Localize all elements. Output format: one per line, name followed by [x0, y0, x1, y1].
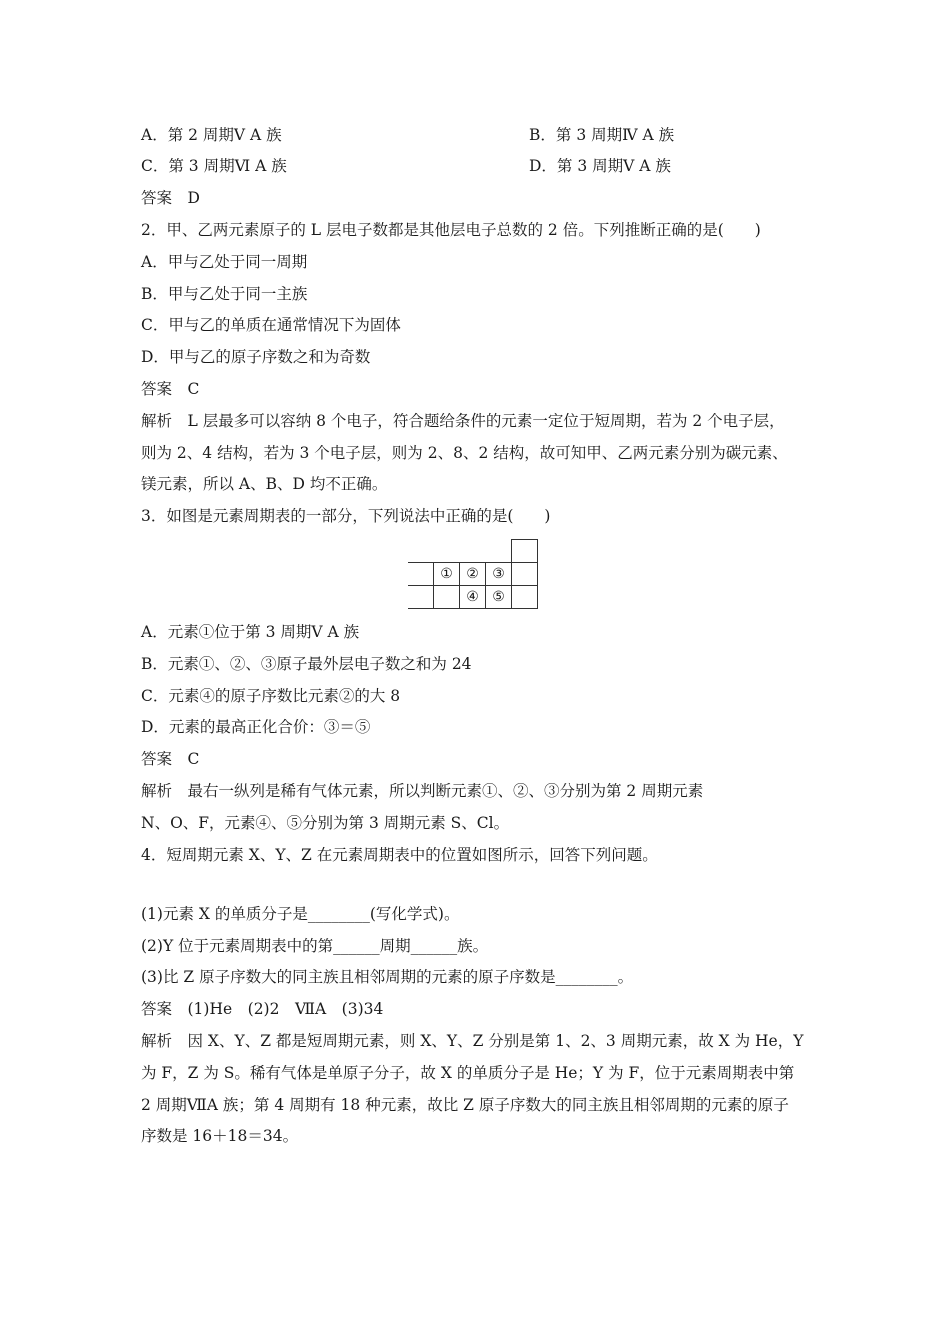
q1-answer: 答案 D [141, 189, 200, 207]
table-cell-5: ⑤ [486, 586, 512, 609]
table-cell-1: ① [434, 563, 460, 586]
q4-subquestion-3: (3)比 Z 原子序数大的同主族且相邻周期的元素的原子序数是________。 [141, 968, 634, 986]
q3-analysis-line-1: 解析 最右一纵列是稀有气体元素，所以判断元素①、②、③分别为第 2 周期元素 [141, 782, 704, 800]
table-cell-empty [512, 586, 538, 609]
q3-option-b: B．元素①、②、③原子最外层电子数之和为 24 [141, 655, 472, 673]
q1-option-d: D．第 3 周期Ⅴ A 族 [529, 157, 671, 175]
q2-analysis-line-2: 则为 2、4 结构，若为 3 个电子层，则为 2、8、2 结构，故可知甲、乙两元素分别为碳元素、 [141, 444, 788, 462]
table-cell-3: ③ [486, 563, 512, 586]
q3-option-a: A．元素①位于第 3 周期Ⅴ A 族 [141, 623, 360, 641]
q1-options-row-2 [141, 155, 832, 177]
table-cell-4: ④ [460, 586, 486, 609]
q2-option-b: B．甲与乙处于同一主族 [141, 285, 308, 303]
table-cell-empty [434, 586, 460, 609]
q1-option-c: C．第 3 周期Ⅵ A 族 [141, 157, 287, 175]
q3-analysis-line-2: N、O、F，元素④、⑤分别为第 3 周期元素 S、Cl。 [141, 814, 510, 832]
q3-option-c: C．元素④的原子序数比元素②的大 8 [141, 687, 401, 705]
table-cell-empty [408, 586, 434, 609]
q2-option-a: A．甲与乙处于同一周期 [141, 253, 308, 271]
q4-subquestion-1: (1)元素 X 的单质分子是________(写化学式)。 [141, 905, 460, 923]
q2-answer: 答案 C [141, 380, 200, 398]
q2-analysis-line-1: 解析 L 层最多可以容纳 8 个电子，符合题给条件的元素一定位于短周期，若为 2 个电子层， [141, 412, 785, 430]
q1-option-b: B．第 3 周期Ⅳ A 族 [529, 126, 675, 144]
q4-subquestion-2: (2)Y 位于元素周期表中的第______周期______族。 [141, 937, 489, 955]
q1-options-row-1 [141, 124, 832, 146]
q4-analysis-line-3: 2 周期ⅦA 族；第 4 周期有 18 种元素，故比 Z 原子序数大的同主族且相邻周期的元素的原子 [141, 1096, 789, 1114]
q2-option-d: D．甲与乙的原子序数之和为奇数 [141, 348, 371, 366]
q3-answer: 答案 C [141, 750, 200, 768]
q4-analysis-line-2: 为 F，Z 为 S。稀有气体是单原子分子，故 X 的单质分子是 He；Y 为 F，位于元素周期表中第 [141, 1064, 795, 1082]
q4-analysis-line-4: 序数是 16＋18＝34。 [141, 1127, 299, 1145]
q4-analysis-line-1: 解析 因 X、Y、Z 都是短周期元素，则 X、Y、Z 分别是第 1、2、3 周期元素，故 X 为 He，Y [141, 1032, 804, 1050]
table-cell-2: ② [460, 563, 486, 586]
table-cell-noble-gas-top [512, 540, 538, 563]
table-cell-empty [512, 563, 538, 586]
q1-option-a: A．第 2 周期Ⅴ A 族 [141, 126, 282, 144]
q3-stem: 3．如图是元素周期表的一部分，下列说法中正确的是( ) [141, 507, 551, 525]
q2-option-c: C．甲与乙的单质在通常情况下为固体 [141, 316, 401, 334]
q4-answer: 答案 (1)He (2)2 ⅦA (3)34 [141, 1000, 384, 1018]
q3-option-d: D．元素的最高正化合价：③＝⑤ [141, 718, 371, 736]
q2-stem: 2．甲、乙两元素原子的 L 层电子数都是其他层电子总数的 2 倍。下列推断正确的是( ) [141, 221, 761, 239]
periodic-table-fragment [408, 539, 538, 609]
table-cell-empty [408, 563, 434, 586]
q2-analysis-line-3: 镁元素，所以 A、B、D 均不正确。 [141, 475, 388, 493]
q4-stem: 4．短周期元素 X、Y、Z 在元素周期表中的位置如图所示，回答下列问题。 [141, 846, 658, 864]
